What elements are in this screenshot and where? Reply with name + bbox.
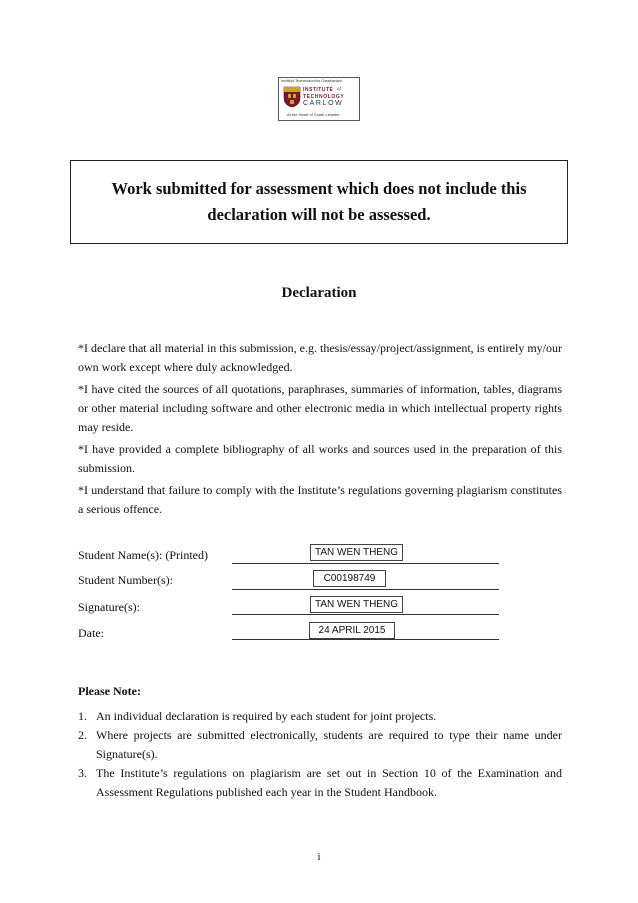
declaration-heading: Declaration bbox=[281, 285, 357, 301]
warning-line-2: declaration will not be assessed. bbox=[207, 205, 431, 224]
please-note-title: Please Note: bbox=[78, 684, 141, 698]
logo-of: of bbox=[337, 87, 341, 92]
logo-tagline: At the Heart of South Leinster bbox=[287, 112, 340, 117]
date-label: Date: bbox=[78, 626, 104, 640]
student-name-line bbox=[232, 563, 499, 564]
student-number-label: Student Number(s): bbox=[78, 573, 173, 587]
logo-irish-text: Institiúid Teicneolaíochta Cheatharlach bbox=[281, 79, 343, 83]
student-number-line bbox=[232, 589, 499, 590]
declaration-paragraph: *I have provided a complete bibliography of all works and sources used in the preparation of this submission. bbox=[78, 442, 562, 475]
date-line bbox=[232, 639, 499, 640]
note-item: The Institute’s regulations on plagiarism are set out in Section 10 of the Examination and Assessment Regulations published each year in the Student Handbook. bbox=[96, 766, 562, 799]
institute-logo bbox=[278, 77, 360, 121]
note-number: 3. bbox=[78, 766, 87, 780]
declaration-paragraph: *I have cited the sources of all quotations, paraphrases, summaries of information, tables, diagrams or other material including software and other electronic media in which intellectual property rights may reside. bbox=[78, 382, 562, 434]
logo-institute: INSTITUTE bbox=[303, 87, 334, 93]
declaration-paragraph: *I understand that failure to comply with the Institute’s regulations governing plagiarism constitutes a serious offence. bbox=[78, 483, 562, 516]
student-name-value: TAN WEN THENG bbox=[310, 544, 403, 561]
warning-box bbox=[70, 160, 568, 244]
note-number: 2. bbox=[78, 728, 87, 742]
signature-value: TAN WEN THENG bbox=[310, 596, 403, 613]
warning-line-1: Work submitted for assessment which does not include this bbox=[111, 179, 527, 198]
note-item: An individual declaration is required by each student for joint projects. bbox=[96, 709, 437, 723]
shield-icon bbox=[283, 86, 301, 108]
student-number-value: C00198749 bbox=[313, 570, 386, 587]
logo-carlow: CARLOW bbox=[303, 100, 344, 107]
note-item: Where projects are submitted electronically, students are required to type their name under Signature(s). bbox=[96, 728, 562, 761]
note-number: 1. bbox=[78, 709, 87, 723]
signature-line bbox=[232, 614, 499, 615]
page-number: i bbox=[317, 851, 321, 863]
declaration-paragraph: *I declare that all material in this submission, e.g. thesis/essay/project/assignment, is entirely my/our own work except where duly acknowledged. bbox=[78, 341, 562, 374]
logo-technology: TECHNOLOGY bbox=[303, 94, 345, 100]
date-value: 24 APRIL 2015 bbox=[309, 622, 395, 639]
student-name-label: Student Name(s): (Printed) bbox=[78, 548, 208, 562]
signature-label: Signature(s): bbox=[78, 600, 140, 614]
